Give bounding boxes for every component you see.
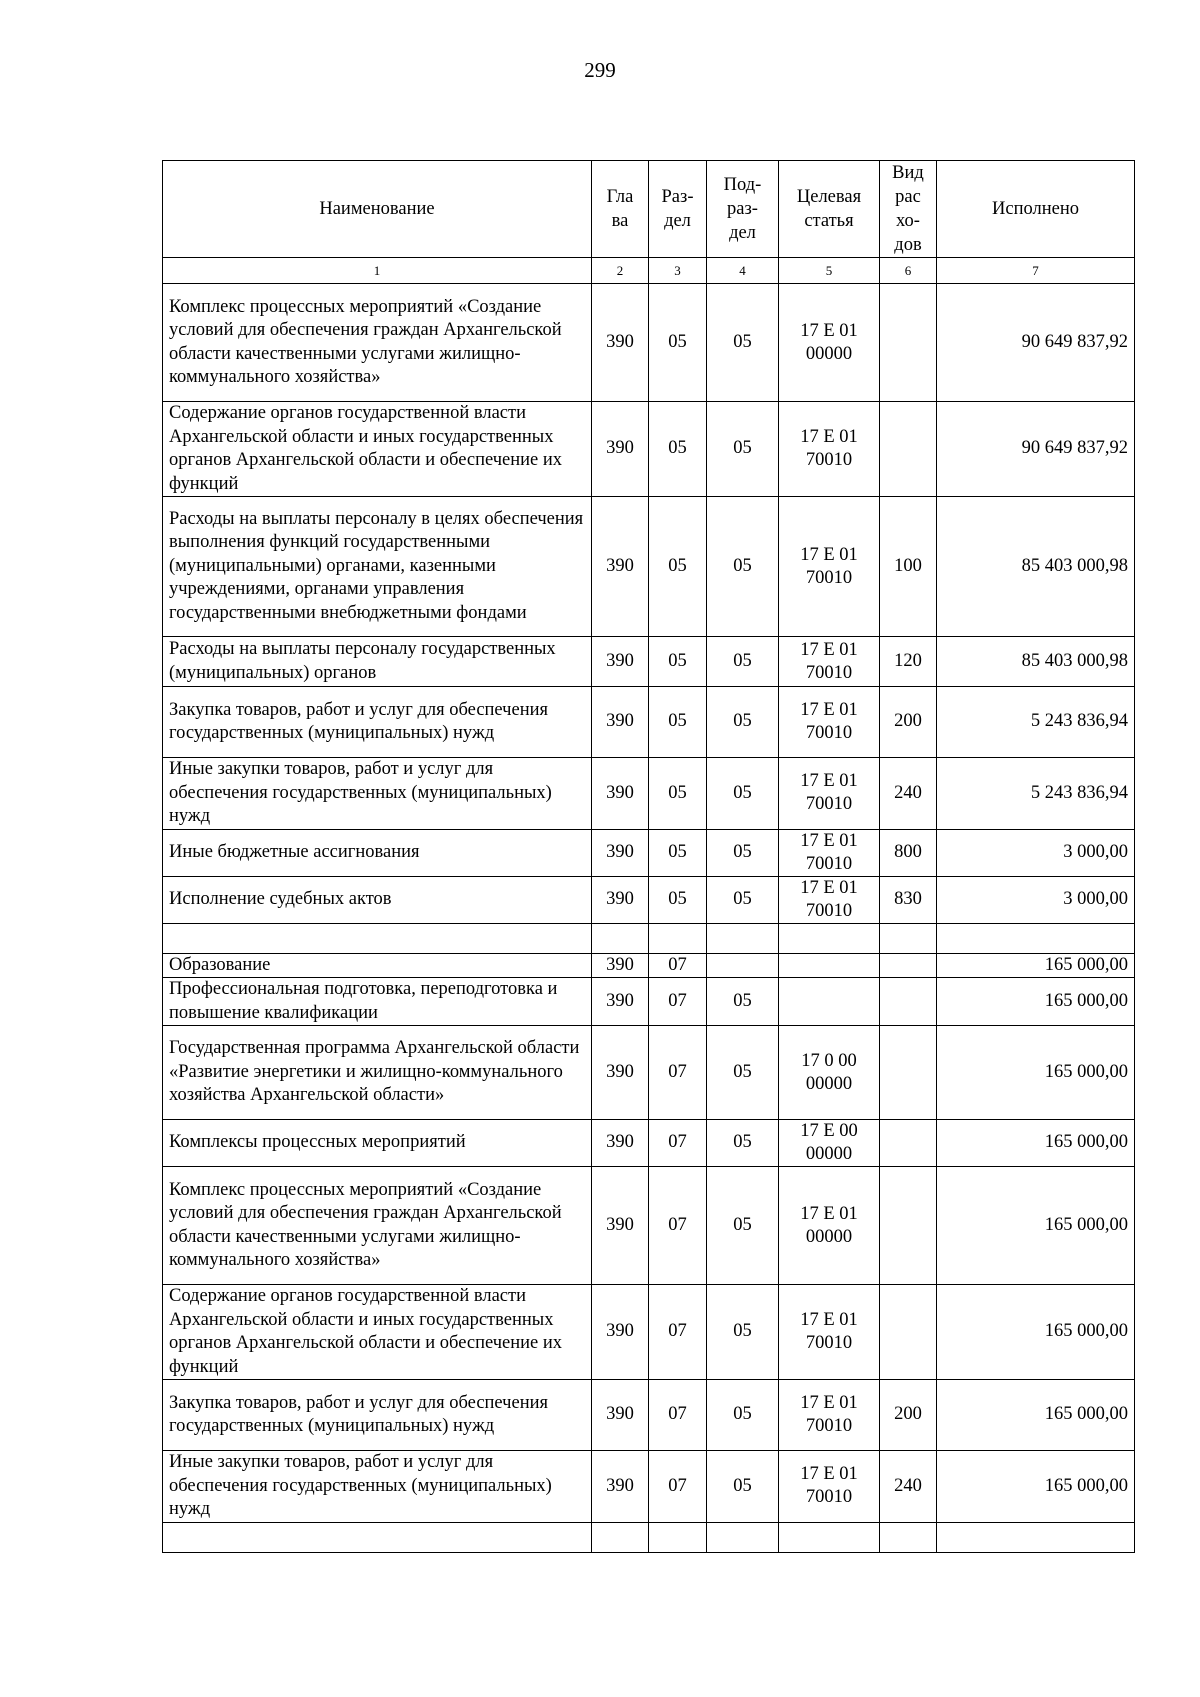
cell-razdel: 05 (649, 758, 707, 830)
cell-target-article: 17 0 00 00000 (779, 1026, 880, 1120)
cell-glava: 390 (592, 1285, 649, 1380)
cell-executed: 85 403 000,98 (937, 497, 1135, 637)
header-glava: Гла ва (592, 161, 649, 258)
cell-target-article (779, 923, 880, 953)
cell-name: Иные закупки товаров, работ и услуг для обеспечения государственных (муниципальных) нужд (163, 1451, 592, 1523)
cell-target-article: 17 Е 01 70010 (779, 829, 880, 876)
cell-podrazdel: 05 (707, 1120, 779, 1167)
cell-expense-type: 800 (880, 829, 937, 876)
cell-podrazdel: 05 (707, 1380, 779, 1451)
header-name: Наименование (163, 161, 592, 258)
cell-glava: 390 (592, 497, 649, 637)
column-number: 2 (592, 258, 649, 284)
cell-glava: 390 (592, 829, 649, 876)
cell-expense-type (880, 284, 937, 402)
cell-expense-type: 100 (880, 497, 937, 637)
table-row (163, 1380, 1135, 1451)
cell-razdel: 07 (649, 953, 707, 978)
cell-expense-type: 830 (880, 876, 937, 923)
cell-podrazdel: 05 (707, 497, 779, 637)
table-row (163, 402, 1135, 497)
cell-razdel: 05 (649, 876, 707, 923)
cell-podrazdel: 05 (707, 1026, 779, 1120)
cell-executed: 90 649 837,92 (937, 284, 1135, 402)
cell-expense-type (880, 923, 937, 953)
cell-name: Закупка товаров, работ и услуг для обеспечения государственных (муниципальных) нужд (163, 687, 592, 758)
header-executed: Исполнено (937, 161, 1135, 258)
cell-glava: 390 (592, 978, 649, 1026)
cell-razdel (649, 1522, 707, 1552)
cell-expense-type (880, 1120, 937, 1167)
cell-expense-type: 120 (880, 637, 937, 687)
column-number: 4 (707, 258, 779, 284)
cell-executed: 5 243 836,94 (937, 758, 1135, 830)
cell-glava: 390 (592, 1167, 649, 1285)
cell-executed: 5 243 836,94 (937, 687, 1135, 758)
column-number: 3 (649, 258, 707, 284)
cell-expense-type (880, 1522, 937, 1552)
cell-target-article: 17 Е 01 70010 (779, 876, 880, 923)
cell-razdel: 07 (649, 1380, 707, 1451)
cell-executed: 165 000,00 (937, 1285, 1135, 1380)
cell-name: Расходы на выплаты персоналу в целях обеспечения выполнения функций государственными (муниципальными) органами, казенными учреждениями, органами управления государственными внебюджетными фондами (163, 497, 592, 637)
column-number: 5 (779, 258, 880, 284)
cell-glava: 390 (592, 284, 649, 402)
cell-razdel (649, 923, 707, 953)
cell-executed (937, 923, 1135, 953)
cell-target-article (779, 953, 880, 978)
cell-executed: 165 000,00 (937, 953, 1135, 978)
cell-executed: 90 649 837,92 (937, 402, 1135, 497)
cell-executed: 165 000,00 (937, 1380, 1135, 1451)
cell-name (163, 1522, 592, 1552)
cell-razdel: 05 (649, 497, 707, 637)
cell-expense-type: 240 (880, 1451, 937, 1523)
table-row (163, 758, 1135, 830)
cell-target-article: 17 Е 01 70010 (779, 637, 880, 687)
header-podrazdel: Под- раз- дел (707, 161, 779, 258)
cell-expense-type: 200 (880, 1380, 937, 1451)
cell-razdel: 05 (649, 687, 707, 758)
column-number-row (163, 258, 1135, 284)
cell-razdel: 05 (649, 637, 707, 687)
cell-executed: 3 000,00 (937, 876, 1135, 923)
cell-target-article: 17 Е 01 70010 (779, 687, 880, 758)
cell-razdel: 05 (649, 284, 707, 402)
cell-razdel: 05 (649, 402, 707, 497)
cell-glava: 390 (592, 687, 649, 758)
cell-podrazdel: 05 (707, 829, 779, 876)
cell-glava: 390 (592, 953, 649, 978)
cell-target-article: 17 Е 01 70010 (779, 497, 880, 637)
cell-executed: 165 000,00 (937, 978, 1135, 1026)
cell-expense-type: 240 (880, 758, 937, 830)
table-row (163, 1026, 1135, 1120)
cell-name: Иные закупки товаров, работ и услуг для обеспечения государственных (муниципальных) нужд (163, 758, 592, 830)
cell-target-article: 17 Е 01 70010 (779, 1451, 880, 1523)
header-razdel: Раз- дел (649, 161, 707, 258)
cell-target-article: 17 Е 01 00000 (779, 1167, 880, 1285)
cell-podrazdel (707, 953, 779, 978)
cell-podrazdel: 05 (707, 402, 779, 497)
table-row (163, 497, 1135, 637)
table-row (163, 1451, 1135, 1523)
cell-podrazdel (707, 1522, 779, 1552)
cell-podrazdel: 05 (707, 876, 779, 923)
cell-expense-type: 200 (880, 687, 937, 758)
cell-glava: 390 (592, 876, 649, 923)
cell-expense-type (880, 953, 937, 978)
table-row (163, 1120, 1135, 1167)
table-row (163, 637, 1135, 687)
header-expense-type: Вид рас хо- дов (880, 161, 937, 258)
cell-name: Комплекс процессных мероприятий «Создание условий для обеспечения граждан Архангельской области качественными услугами жилищно-коммунального хозяйства» (163, 284, 592, 402)
cell-podrazdel: 05 (707, 637, 779, 687)
cell-podrazdel: 05 (707, 1167, 779, 1285)
cell-executed: 165 000,00 (937, 1167, 1135, 1285)
table-row (163, 1167, 1135, 1285)
cell-glava (592, 1522, 649, 1552)
cell-executed: 85 403 000,98 (937, 637, 1135, 687)
cell-glava: 390 (592, 1451, 649, 1523)
column-number: 7 (937, 258, 1135, 284)
budget-table (162, 160, 1135, 1553)
cell-target-article (779, 978, 880, 1026)
cell-razdel: 05 (649, 829, 707, 876)
cell-razdel: 07 (649, 1026, 707, 1120)
table-row (163, 953, 1135, 978)
page-number: 299 (584, 58, 616, 82)
table-body (163, 284, 1135, 1553)
table-row (163, 829, 1135, 876)
table-row (163, 923, 1135, 953)
cell-target-article: 17 Е 01 70010 (779, 1380, 880, 1451)
cell-executed: 165 000,00 (937, 1026, 1135, 1120)
cell-glava: 390 (592, 1120, 649, 1167)
table-header-row (163, 161, 1135, 258)
cell-name: Комплекс процессных мероприятий «Создание условий для обеспечения граждан Архангельской области качественными услугами жилищно-коммунального хозяйства» (163, 1167, 592, 1285)
cell-name: Расходы на выплаты персоналу государственных (муниципальных) органов (163, 637, 592, 687)
column-number: 6 (880, 258, 937, 284)
cell-podrazdel (707, 923, 779, 953)
table-row (163, 284, 1135, 402)
cell-target-article: 17 Е 01 70010 (779, 1285, 880, 1380)
cell-expense-type (880, 1285, 937, 1380)
header-target-article: Целевая статья (779, 161, 880, 258)
cell-podrazdel: 05 (707, 1285, 779, 1380)
cell-name: Государственная программа Архангельской области «Развитие энергетики и жилищно-коммунального хозяйства Архангельской области» (163, 1026, 592, 1120)
cell-name (163, 923, 592, 953)
cell-target-article: 17 Е 01 70010 (779, 402, 880, 497)
cell-razdel: 07 (649, 1120, 707, 1167)
cell-podrazdel: 05 (707, 284, 779, 402)
cell-executed: 165 000,00 (937, 1451, 1135, 1523)
cell-target-article: 17 Е 01 00000 (779, 284, 880, 402)
table-row (163, 876, 1135, 923)
table-row (163, 1522, 1135, 1552)
cell-expense-type (880, 978, 937, 1026)
cell-glava: 390 (592, 1380, 649, 1451)
cell-name: Иные бюджетные ассигнования (163, 829, 592, 876)
cell-podrazdel: 05 (707, 978, 779, 1026)
cell-glava: 390 (592, 1026, 649, 1120)
cell-name: Исполнение судебных актов (163, 876, 592, 923)
cell-executed (937, 1522, 1135, 1552)
cell-expense-type (880, 1167, 937, 1285)
cell-target-article (779, 1522, 880, 1552)
column-number: 1 (163, 258, 592, 284)
cell-razdel: 07 (649, 1285, 707, 1380)
cell-razdel: 07 (649, 1451, 707, 1523)
cell-name: Содержание органов государственной власти Архангельской области и иных государственных органов Архангельской области и обеспечение их функций (163, 402, 592, 497)
table-row (163, 687, 1135, 758)
cell-podrazdel: 05 (707, 758, 779, 830)
cell-target-article: 17 Е 01 70010 (779, 758, 880, 830)
cell-executed: 165 000,00 (937, 1120, 1135, 1167)
cell-glava: 390 (592, 758, 649, 830)
cell-name: Профессиональная подготовка, переподготовка и повышение квалификации (163, 978, 592, 1026)
table-row (163, 978, 1135, 1026)
cell-razdel: 07 (649, 1167, 707, 1285)
cell-name: Закупка товаров, работ и услуг для обеспечения государственных (муниципальных) нужд (163, 1380, 592, 1451)
cell-glava: 390 (592, 402, 649, 497)
cell-podrazdel: 05 (707, 687, 779, 758)
cell-expense-type (880, 1026, 937, 1120)
cell-razdel: 07 (649, 978, 707, 1026)
cell-podrazdel: 05 (707, 1451, 779, 1523)
cell-glava: 390 (592, 637, 649, 687)
cell-name: Содержание органов государственной власти Архангельской области и иных государственных органов Архангельской области и обеспечение их функций (163, 1285, 592, 1380)
cell-name: Комплексы процессных мероприятий (163, 1120, 592, 1167)
cell-name: Образование (163, 953, 592, 978)
cell-expense-type (880, 402, 937, 497)
table-row (163, 1285, 1135, 1380)
cell-executed: 3 000,00 (937, 829, 1135, 876)
cell-glava (592, 923, 649, 953)
cell-target-article: 17 Е 00 00000 (779, 1120, 880, 1167)
